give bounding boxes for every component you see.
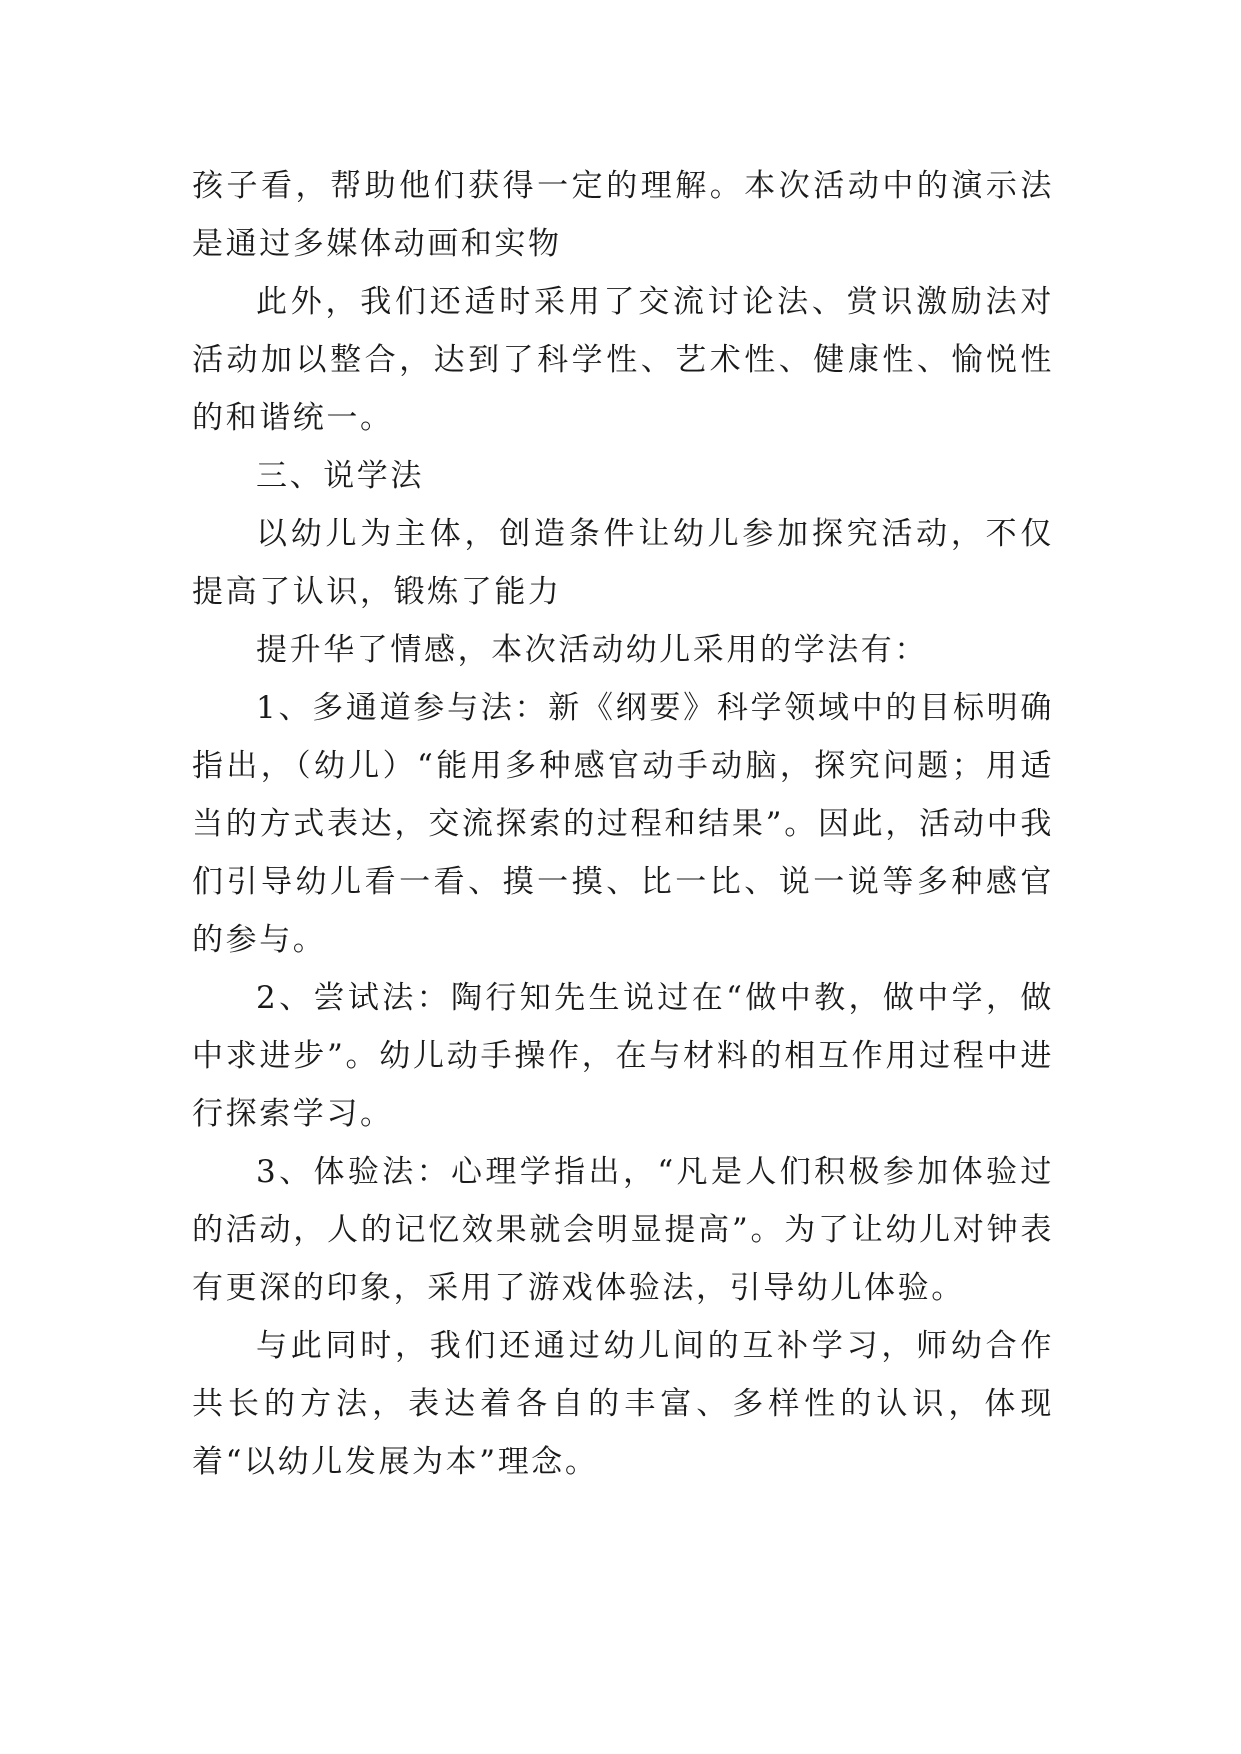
paragraph-child-centered: 以幼儿为主体，创造条件让幼儿参加探究活动，不仅提高了认识，锻炼了能力 (192, 516, 1054, 610)
paragraph-method-2: 2、尝试法：陶行知先生说过在“做中教，做中学，做中求进步”。幼儿动手操作，在与材料的相互作用过程中进行探索学习。 (192, 980, 1054, 1132)
paragraph-continuation: 孩子看，帮助他们获得一定的理解。本次活动中的演示法是通过多媒体动画和实物 (192, 168, 1054, 262)
paragraph-conclusion: 与此同时，我们还通过幼儿间的互补学习，师幼合作共长的方法，表达着各自的丰富、多样性的认识，体现着“以幼儿发展为本”理念。 (192, 1328, 1054, 1480)
paragraph-method-3: 3、体验法：心理学指出，“凡是人们积极参加体验过的活动，人的记忆效果就会明显提高”。为了让幼儿对钟表有更深的印象，采用了游戏体验法，引导幼儿体验。 (192, 1154, 1054, 1306)
document-body (192, 157, 1054, 1491)
paragraph-method-1: 1、多通道参与法：新《纲要》科学领域中的目标明确指出，（幼儿）“能用多种感官动手动脑，探究问题；用适当的方式表达，交流探索的过程和结果”。因此，活动中我们引导幼儿看一看、摸一摸、比一比、说一说等多种感官的参与。 (192, 690, 1054, 958)
paragraph-learning-methods-intro: 提升华了情感，本次活动幼儿采用的学法有： (256, 632, 928, 668)
section-heading-learning-methods: 三、说学法 (256, 458, 424, 494)
paragraph-methods-integration: 此外，我们还适时采用了交流讨论法、赏识激励法对活动加以整合，达到了科学性、艺术性、健康性、愉悦性的和谐统一。 (192, 284, 1054, 436)
